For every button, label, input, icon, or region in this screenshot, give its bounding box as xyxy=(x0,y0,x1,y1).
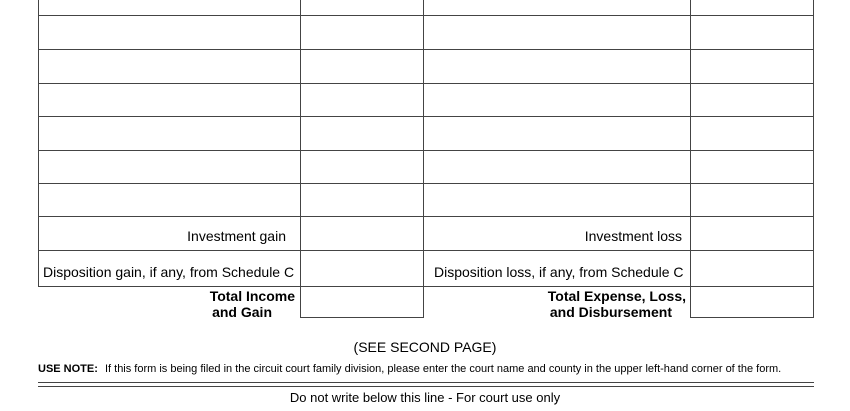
right-amount-row-6[interactable] xyxy=(690,183,814,217)
left-desc-row-2[interactable] xyxy=(38,49,301,84)
total-income-amount[interactable] xyxy=(300,286,424,318)
total-income-label: Total Income xyxy=(209,288,295,304)
right-desc-row-5[interactable] xyxy=(423,150,691,184)
right-amount-row-0[interactable] xyxy=(690,0,814,16)
right-desc-row-3[interactable] xyxy=(423,83,691,117)
left-desc-row-4[interactable] xyxy=(38,116,301,151)
investment-loss-label: Investment loss xyxy=(584,228,682,244)
disposition-loss-label: Disposition loss, if any, from Schedule C xyxy=(434,264,684,280)
total-income-label-line2: and Gain xyxy=(212,304,272,320)
right-amount-row-2[interactable] xyxy=(690,49,814,84)
disposition-gain-amount[interactable] xyxy=(300,250,424,287)
court-use-divider-bottom xyxy=(38,386,814,387)
see-second-page-text: (SEE SECOND PAGE) xyxy=(353,339,497,355)
left-desc-row-6[interactable] xyxy=(38,183,301,217)
left-amount-row-5[interactable] xyxy=(300,150,424,184)
right-amount-row-4[interactable] xyxy=(690,116,814,151)
right-desc-row-1[interactable] xyxy=(423,15,691,50)
right-desc-row-2[interactable] xyxy=(423,49,691,84)
left-amount-row-2[interactable] xyxy=(300,49,424,84)
disposition-loss-amount[interactable] xyxy=(690,250,814,287)
disposition-gain-label: Disposition gain, if any, from Schedule C xyxy=(43,264,295,280)
left-desc-row-5[interactable] xyxy=(38,150,301,184)
use-note-text: If this form is being filed in the circuit court family division, please enter the court name and county in the upper left-hand corner of the form. xyxy=(104,363,782,375)
court-use-only-text: Do not write below this line - For court use only xyxy=(289,390,561,405)
left-desc-row-3[interactable] xyxy=(38,83,301,117)
investment-loss-amount[interactable] xyxy=(690,216,814,251)
left-amount-row-6[interactable] xyxy=(300,183,424,217)
right-desc-row-0[interactable] xyxy=(423,0,691,16)
left-amount-row-1[interactable] xyxy=(300,15,424,50)
left-amount-row-0[interactable] xyxy=(300,0,424,16)
left-desc-row-1[interactable] xyxy=(38,15,301,50)
left-amount-row-3[interactable] xyxy=(300,83,424,117)
right-amount-row-1[interactable] xyxy=(690,15,814,50)
use-note-label: USE NOTE: xyxy=(38,363,98,375)
right-amount-row-3[interactable] xyxy=(690,83,814,117)
investment-gain-label: Investment gain xyxy=(187,228,286,244)
use-note xyxy=(38,363,781,375)
left-amount-row-4[interactable] xyxy=(300,116,424,151)
right-desc-row-6[interactable] xyxy=(423,183,691,217)
right-desc-row-4[interactable] xyxy=(423,116,691,151)
right-amount-row-5[interactable] xyxy=(690,150,814,184)
left-desc-row-0[interactable] xyxy=(38,0,301,16)
total-expense-label: Total Expense, Loss, xyxy=(547,288,686,304)
investment-gain-amount[interactable] xyxy=(300,216,424,251)
total-expense-amount[interactable] xyxy=(690,286,814,318)
court-use-divider-top xyxy=(38,382,814,383)
total-expense-label-line2: and Disbursement xyxy=(549,304,672,320)
